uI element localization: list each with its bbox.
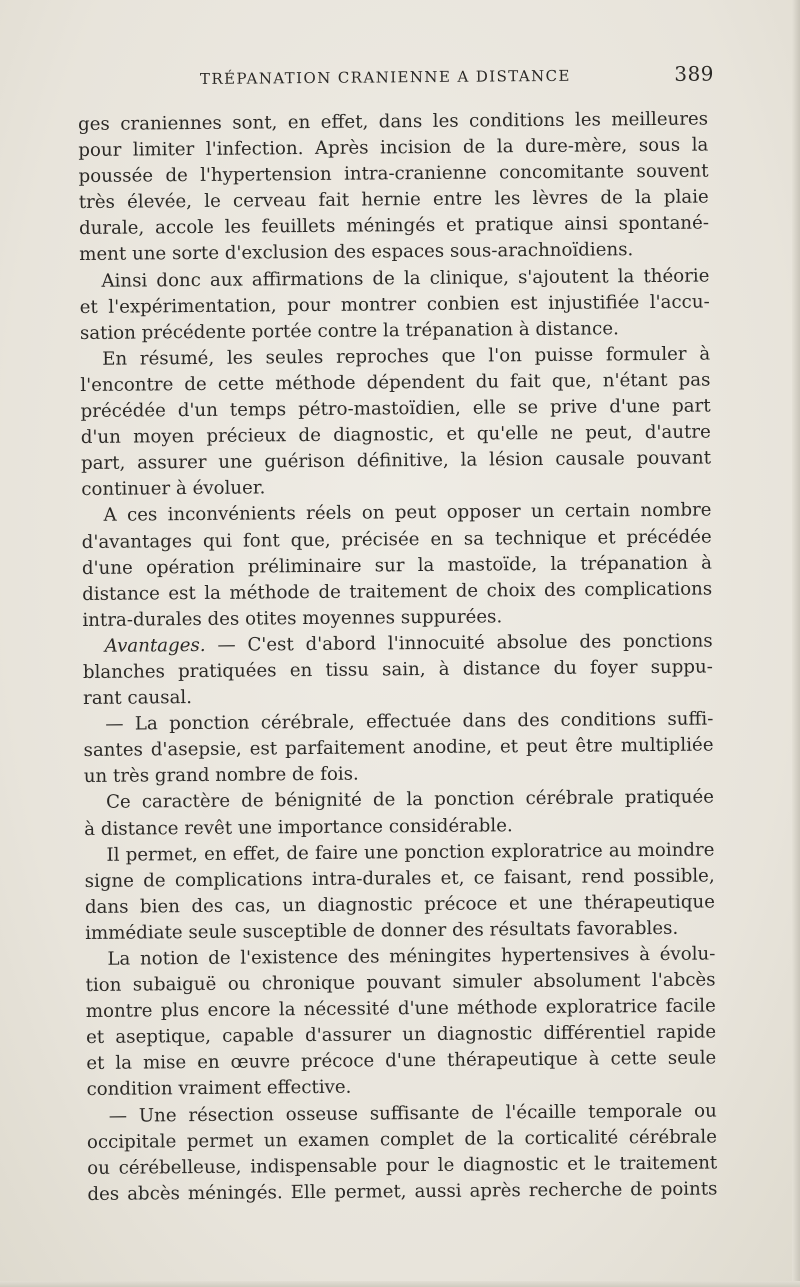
running-head: TRÉPANATION CRANIENNE A DISTANCE [199, 66, 571, 88]
text-line: d'une opération préliminaire sur la mastoïde, la trépanation à [81, 552, 713, 579]
text-line: ou cérébelleuse, indispensable pour le diagnostic et le traitement [87, 1152, 718, 1179]
text-line: ges craniennes sont, en effet, dans les conditions les meilleures [78, 108, 709, 135]
text-line: et l'expérimentation, pour montrer conbien est injustifiée l'accu- [79, 291, 710, 318]
text-line: continuer à évoluer. [81, 477, 266, 501]
text-line: condition vraiment effective. [86, 1077, 352, 1101]
page-header [200, 62, 714, 92]
text-line: très élevée, le cerveau fait hernie entre les lèvres de la plaie [78, 186, 709, 214]
text-line: Ainsi donc aux affirmations de la clinique, s'ajoutent la théorie [101, 265, 710, 292]
text-line: occipitale permet un examen complet de la corticalité cérébrale [86, 1126, 718, 1153]
text-line: dans bien des cas, un diagnostic précoce et une thérapeutique [84, 891, 716, 918]
text-line: Il permet, en effet, de faire une ponction exploratrice au moindre [106, 839, 715, 866]
text-line: sation précédente portée contre la trépanation à distance. [79, 318, 619, 344]
italic-term: Avantages. [104, 634, 206, 657]
text-line: signe de complications intra-durales et, ce faisant, rend possible, [84, 865, 715, 892]
text-line: précédée d'un temps pétro-mastoïdien, elle se prive d'une part [80, 395, 711, 423]
page-edge-right [792, 0, 800, 1287]
text-line: part, assurer une guérison définitive, la lésion causale pouvant [80, 447, 712, 475]
text-line: l'encontre de cette méthode dépendent du fait que, n'étant pas [80, 369, 711, 396]
text-line: et la mise en œuvre précoce d'une thérapeutique à cette seule [86, 1047, 717, 1075]
text-line: poussée de l'hypertension intra-cranienne concomitante souvent [78, 160, 709, 188]
page-edge-bottom [0, 1281, 800, 1287]
text-line: — La ponction cérébrale, effectuée dans des conditions suffi- [105, 708, 714, 735]
text-line: pour limiter l'infection. Après incision de la dure-mère, sous la [78, 134, 709, 162]
text-line: et aseptique, capable d'assurer un diagnostic différentiel rapide [85, 1021, 717, 1049]
text-line: La notion de l'existence des méningites hypertensives à évolu- [107, 943, 716, 970]
text-line: Ce caractère de bénignité de la ponction cérébrale pratiquée [105, 786, 715, 814]
text-line: intra-durales des otites moyennes suppurées. [82, 606, 503, 631]
text-line: distance est la méthode de traitement de choix des complications [82, 578, 713, 605]
text-line: des abcès méningés. Elle permet, aussi après recherche de points [87, 1178, 718, 1205]
text-line: — Une résection osseuse suffisante de l'écaille temporale ou [108, 1100, 717, 1127]
text-line: En résumé, les seules reproches que l'on puisse formuler à [102, 343, 711, 370]
text-line: santes d'asepsie, est parfaitement anodine, et peut être multipliée [83, 734, 714, 762]
text-line: tion subaiguë ou chronique pouvant simuler absolument l'abcès [85, 969, 716, 997]
text-line: blanches pratiquées en tissu sain, à distance du foyer suppu- [82, 656, 713, 683]
body-text [78, 107, 718, 1208]
text-line: montre plus encore la nécessité d'une méthode exploratrice facile [85, 995, 716, 1023]
line-rest: — C'est d'abord l'innocuité absolue des ponctions [205, 630, 713, 656]
text-line: d'avantages qui font que, précisée en sa technique et précédée [81, 525, 712, 553]
text-line: d'un moyen précieux de diagnostic, et qu'elle ne peut, d'autre [80, 421, 711, 449]
page-number: 389 [674, 61, 715, 86]
text-line: à distance revêt une importance considérable. [84, 814, 513, 840]
text-line: immédiate seule susceptible de donner des résultats favorables. [85, 917, 679, 944]
text-line: A ces inconvénients réels on peut opposer un certain nombre [103, 499, 712, 527]
text-line: durale, accole les feuillets méningés et pratique ainsi spontané- [78, 212, 710, 240]
text-line: rant causal. [83, 687, 193, 710]
text-line: un très grand nombre de fois. [83, 763, 359, 788]
text-line: ment une sorte d'exclusion des espaces sous-arachnoïdiens. [79, 239, 634, 266]
